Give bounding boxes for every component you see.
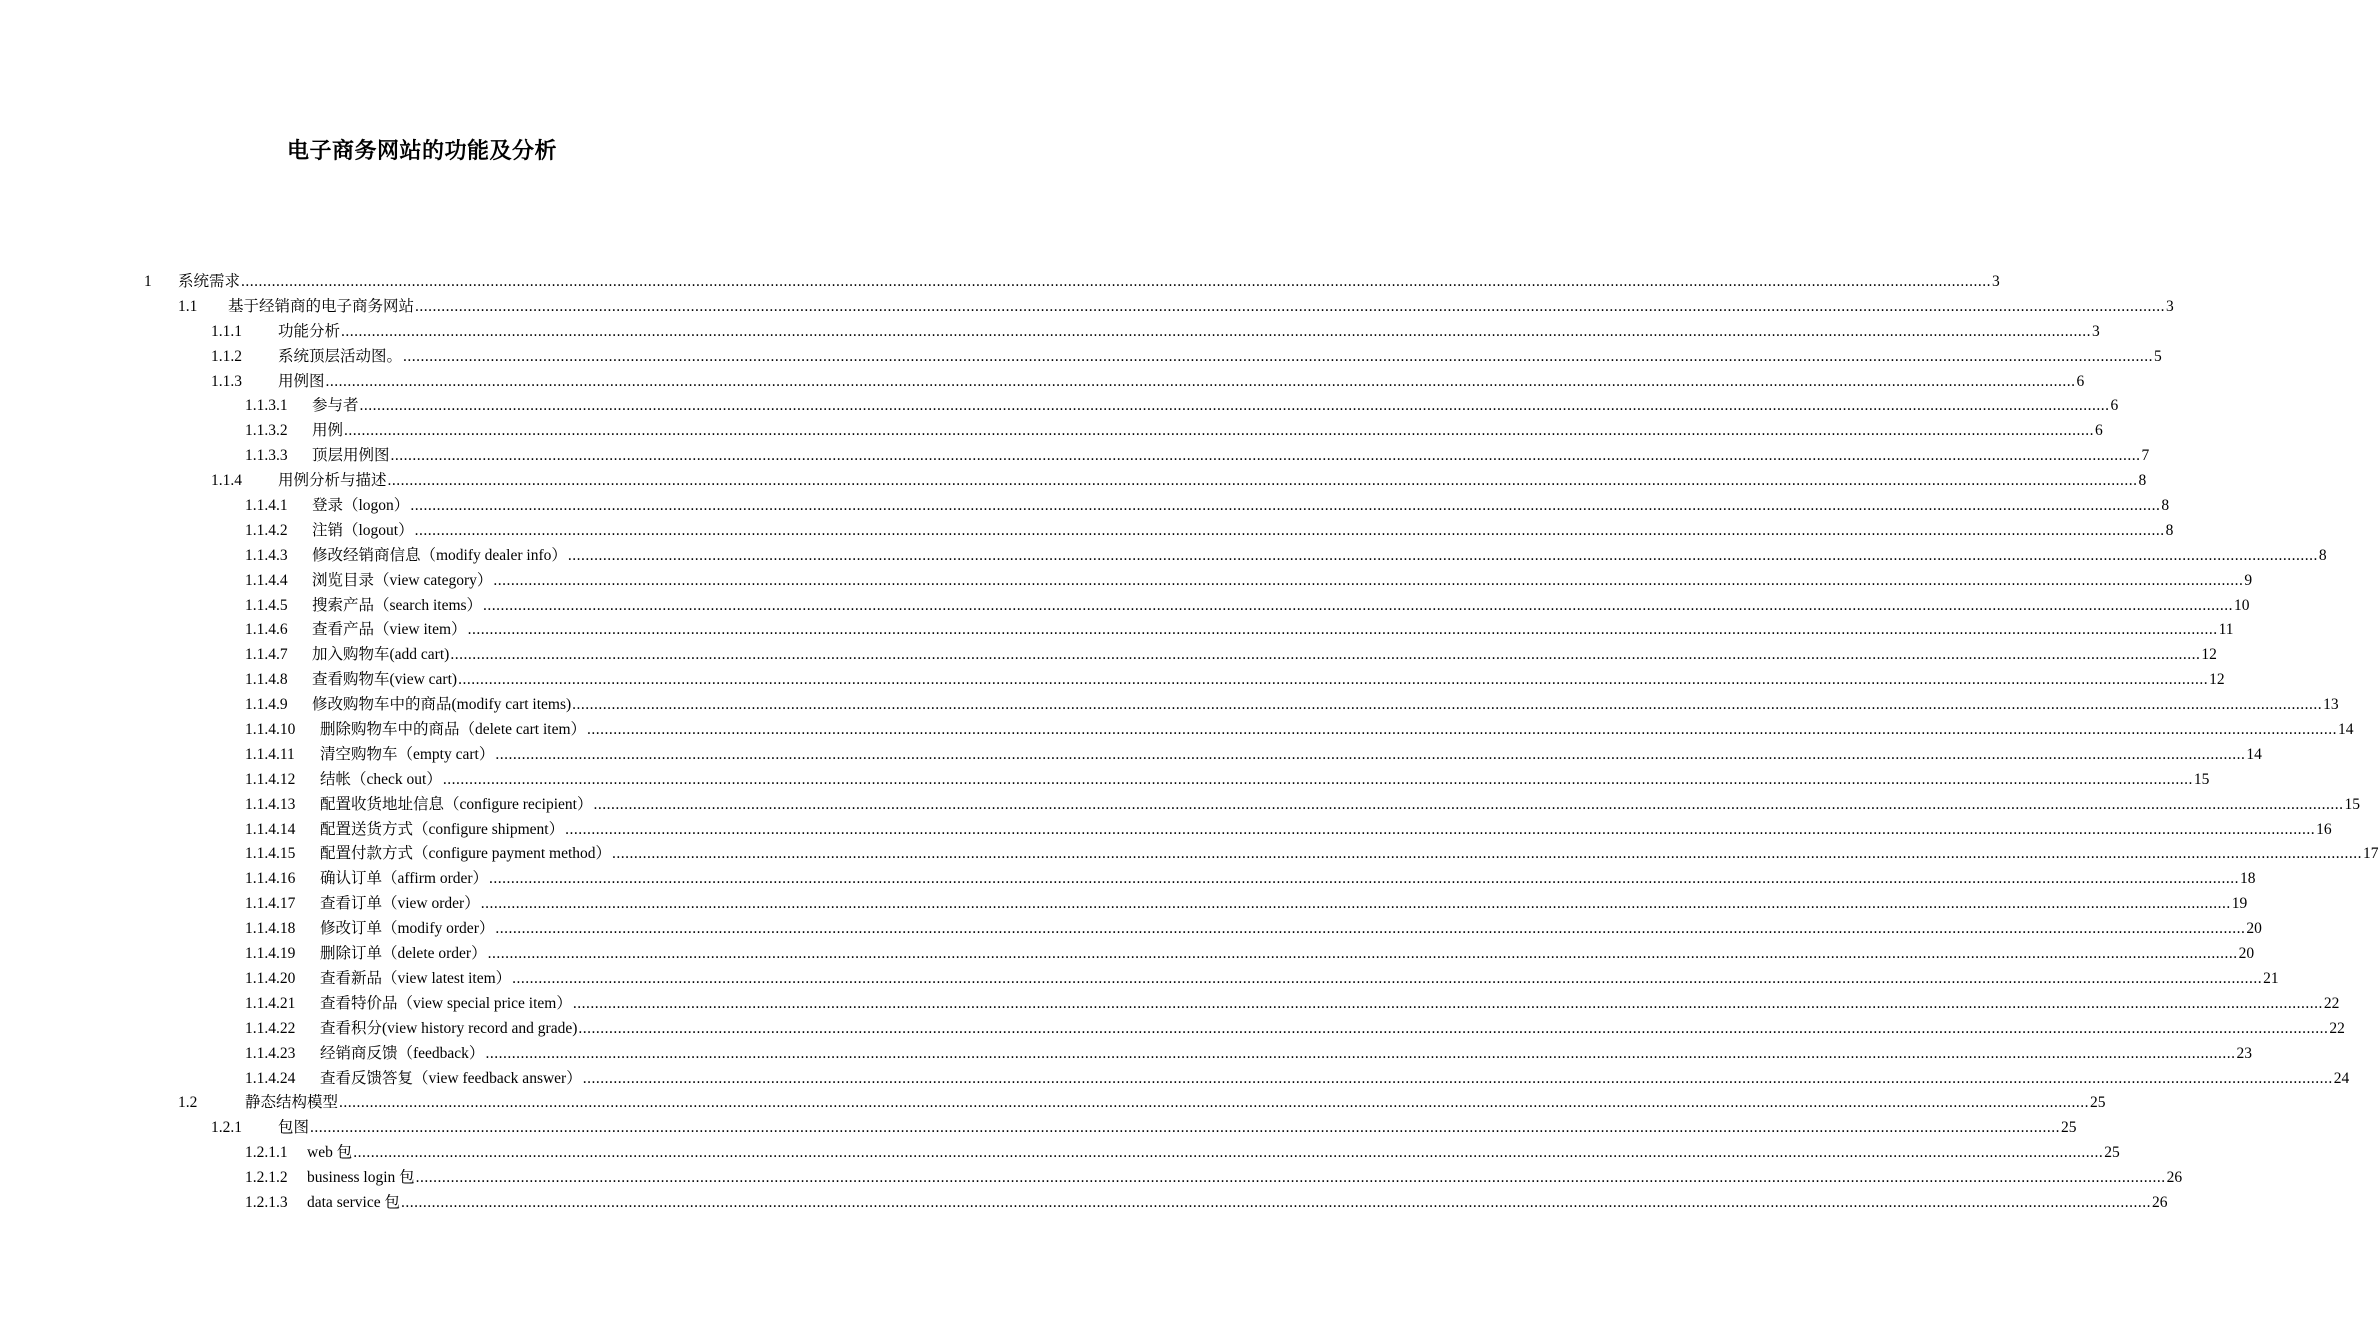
toc-entry-number: 1.1.4.5 bbox=[245, 596, 288, 614]
toc-entry-title: 删除订单（delete order） bbox=[320, 945, 487, 963]
toc-entry[interactable] bbox=[0, 743, 2262, 768]
toc-entry-number: 1.1.4.7 bbox=[245, 646, 288, 664]
toc-entry-page-number: 14 bbox=[2246, 745, 2262, 763]
toc-entry-number: 1.2 bbox=[178, 1094, 198, 1112]
toc-dot-leader: ................................................................................................................................................................................................................................................................................................................................................................................................................ bbox=[578, 1019, 2329, 1037]
toc-entry-number: 1.1.2 bbox=[211, 347, 242, 365]
toc-dot-leader: ................................................................................................................................................................................................................................................................................................................................................................................................................ bbox=[410, 497, 2161, 515]
toc-entry-title: 加入购物车(add cart) bbox=[312, 646, 450, 664]
toc-entry[interactable] bbox=[0, 394, 2119, 419]
toc-entry-title: 功能分析 bbox=[278, 322, 341, 340]
toc-dot-leader: ................................................................................................................................................................................................................................................................................................................................................................................................................ bbox=[489, 870, 2240, 888]
toc-entry[interactable] bbox=[0, 1017, 2345, 1042]
toc-entry[interactable] bbox=[0, 917, 2262, 942]
toc-dot-leader: ................................................................................................................................................................................................................................................................................................................................................................................................................ bbox=[487, 945, 2238, 963]
toc-entry-number: 1.1.4.23 bbox=[245, 1044, 296, 1062]
toc-entry[interactable] bbox=[0, 295, 2174, 320]
toc-entry-number: 1.1.4.4 bbox=[245, 571, 288, 589]
toc-entry-title: 删除购物车中的商品（delete cart item） bbox=[320, 721, 587, 739]
toc-entry-page-number: 23 bbox=[2236, 1044, 2252, 1062]
toc-entry-title: 配置付款方式（configure payment method） bbox=[320, 845, 612, 863]
toc-entry-page-number: 15 bbox=[2193, 770, 2210, 788]
toc-dot-leader: ................................................................................................................................................................................................................................................................................................................................................................................................................ bbox=[612, 845, 2363, 863]
toc-entry-title: 用例分析与描述 bbox=[278, 472, 387, 490]
toc-entry[interactable] bbox=[0, 544, 2327, 569]
toc-entry-page-number: 20 bbox=[2246, 920, 2262, 938]
toc-entry-title: 修改购物车中的商品(modify cart items) bbox=[312, 696, 572, 714]
toc-dot-leader: ................................................................................................................................................................................................................................................................................................................................................................................................................ bbox=[587, 721, 2338, 739]
toc-entry-number: 1.1.3 bbox=[211, 372, 242, 390]
toc-entry-page-number: 9 bbox=[2244, 571, 2253, 589]
toc-dot-leader: ................................................................................................................................................................................................................................................................................................................................................................................................................ bbox=[390, 447, 2141, 465]
toc-entry-title: 基于经销商的电子商务网站 bbox=[228, 297, 415, 315]
toc-dot-leader: ................................................................................................................................................................................................................................................................................................................................................................................................................ bbox=[467, 621, 2218, 639]
toc-entry-number: 1.1.4.20 bbox=[245, 969, 296, 987]
toc-entry-number: 1.1.4.11 bbox=[245, 745, 295, 763]
toc-entry-page-number: 7 bbox=[2141, 447, 2150, 465]
toc-entry-title: 查看积分(view history record and grade) bbox=[320, 1019, 578, 1037]
toc-entry-title: 系统需求 bbox=[178, 273, 241, 290]
toc-entry-page-number: 25 bbox=[2104, 1144, 2120, 1162]
toc-entry-page-number: 26 bbox=[2151, 1193, 2168, 1211]
toc-entry-number: 1.1.4.9 bbox=[245, 696, 288, 714]
toc-dot-leader: ................................................................................................................................................................................................................................................................................................................................................................................................................ bbox=[572, 994, 2323, 1012]
toc-entry-page-number: 6 bbox=[2095, 422, 2103, 440]
toc-entry-title: 参与者 bbox=[312, 397, 359, 415]
toc-dot-leader: ................................................................................................................................................................................................................................................................................................................................................................................................................ bbox=[403, 347, 2154, 365]
toc-entry[interactable] bbox=[0, 618, 2234, 643]
toc-entry-number: 1.2.1.3 bbox=[245, 1193, 288, 1211]
toc-entry-title: 静态结构模型 bbox=[245, 1094, 339, 1112]
toc-dot-leader: ................................................................................................................................................................................................................................................................................................................................................................................................................ bbox=[485, 1044, 2236, 1062]
toc-entry-page-number: 8 bbox=[2165, 521, 2174, 539]
toc-entry-title: 配置收货地址信息（configure recipient） bbox=[320, 795, 593, 813]
toc-entry-page-number: 10 bbox=[2234, 596, 2250, 614]
toc-entry-number: 1.1.3.2 bbox=[245, 422, 288, 440]
toc-dot-leader: ................................................................................................................................................................................................................................................................................................................................................................................................................ bbox=[415, 1169, 2166, 1187]
toc-entry-number: 1.1.4.13 bbox=[245, 795, 296, 813]
toc-dot-leader: ................................................................................................................................................................................................................................................................................................................................................................................................................ bbox=[325, 372, 2076, 390]
toc-entry-title: 查看购物车(view cart) bbox=[312, 671, 458, 689]
toc-entry[interactable] bbox=[0, 768, 2210, 793]
toc-entry-page-number: 19 bbox=[2231, 895, 2248, 913]
toc-entry[interactable] bbox=[0, 419, 2103, 444]
toc-dot-leader: ................................................................................................................................................................................................................................................................................................................................................................................................................ bbox=[483, 596, 2234, 614]
toc-entry-title: 查看反馈答复（view feedback answer） bbox=[320, 1069, 582, 1087]
toc-entry-title: 系统顶层活动图。 bbox=[278, 347, 403, 365]
toc-dot-leader: ................................................................................................................................................................................................................................................................................................................................................................................................................ bbox=[310, 1119, 2061, 1137]
toc-entry[interactable] bbox=[0, 1141, 2120, 1166]
toc-entry-page-number: 22 bbox=[2329, 1019, 2345, 1037]
toc-entry-page-number: 20 bbox=[2238, 945, 2255, 963]
toc-entry-page-number: 21 bbox=[2263, 969, 2279, 987]
toc-entry-page-number: 3 bbox=[1992, 273, 2000, 290]
toc-entry[interactable] bbox=[0, 519, 2174, 544]
toc-entry[interactable] bbox=[0, 345, 2162, 370]
toc-entry-number: 1.1.4.24 bbox=[245, 1069, 296, 1087]
toc-entry-page-number: 24 bbox=[2333, 1069, 2350, 1087]
toc-dot-leader: ................................................................................................................................................................................................................................................................................................................................................................................................................ bbox=[593, 795, 2344, 813]
toc-entry-number: 1.2.1.2 bbox=[245, 1169, 288, 1187]
toc-entry[interactable] bbox=[0, 1067, 2350, 1092]
toc-entry-title: 搜索产品（search items） bbox=[312, 596, 483, 614]
toc-entry-number: 1.1.4.17 bbox=[245, 895, 296, 913]
toc-dot-leader: ................................................................................................................................................................................................................................................................................................................................................................................................................ bbox=[458, 671, 2209, 689]
toc-entry-title: 查看订单（view order） bbox=[320, 895, 480, 913]
toc-dot-leader: ................................................................................................................................................................................................................................................................................................................................................................................................................ bbox=[415, 297, 2166, 315]
toc-entry-number: 1.2.1.1 bbox=[245, 1144, 288, 1162]
toc-entry[interactable] bbox=[0, 370, 2085, 395]
toc-entry[interactable] bbox=[0, 992, 2340, 1017]
toc-entry-number: 1.1.4.15 bbox=[245, 845, 296, 863]
toc-entry-page-number: 5 bbox=[2154, 347, 2162, 365]
toc-entry[interactable] bbox=[0, 270, 2000, 295]
toc-entry-number: 1 bbox=[144, 273, 152, 290]
toc-entry-page-number: 6 bbox=[2076, 372, 2085, 390]
toc-entry[interactable] bbox=[0, 842, 2379, 867]
toc-entry-title: data service 包 bbox=[307, 1193, 400, 1211]
toc-dot-leader: ................................................................................................................................................................................................................................................................................................................................................................................................................ bbox=[339, 1094, 2090, 1112]
toc-entry[interactable] bbox=[0, 1166, 2183, 1191]
toc-dot-leader: ................................................................................................................................................................................................................................................................................................................................................................................................................ bbox=[567, 546, 2318, 564]
toc-entry[interactable] bbox=[0, 942, 2255, 967]
toc-entry[interactable] bbox=[0, 1116, 2077, 1141]
toc-entry[interactable] bbox=[0, 320, 2100, 345]
toc-entry[interactable] bbox=[0, 1091, 2106, 1116]
toc-entry-number: 1.1.4.21 bbox=[245, 994, 296, 1012]
toc-dot-leader: ................................................................................................................................................................................................................................................................................................................................................................................................................ bbox=[512, 969, 2263, 987]
toc-entry-number: 1.1.4.22 bbox=[245, 1019, 296, 1037]
toc-dot-leader: ................................................................................................................................................................................................................................................................................................................................................................................................................ bbox=[572, 696, 2323, 714]
toc-entry-page-number: 26 bbox=[2166, 1169, 2183, 1187]
toc-entry-page-number: 12 bbox=[2209, 671, 2225, 689]
toc-entry-page-number: 16 bbox=[2316, 820, 2332, 838]
toc-entry-title: 浏览目录（view category） bbox=[312, 571, 493, 589]
toc-entry-page-number: 25 bbox=[2061, 1119, 2077, 1137]
toc-entry-page-number: 17 bbox=[2363, 845, 2379, 863]
toc-entry-title: 清空购物车（empty cart） bbox=[320, 745, 495, 763]
toc-entry[interactable] bbox=[0, 793, 2360, 818]
toc-entry-title: 结帐（check out） bbox=[320, 770, 442, 788]
toc-entry-number: 1.1.1 bbox=[211, 322, 242, 340]
toc-dot-leader: ................................................................................................................................................................................................................................................................................................................................................................................................................ bbox=[344, 422, 2095, 440]
toc-entry-page-number: 11 bbox=[2218, 621, 2234, 639]
toc-entry[interactable] bbox=[0, 818, 2332, 843]
toc-entry-number: 1.1.4.3 bbox=[245, 546, 288, 564]
toc-entry[interactable] bbox=[0, 967, 2279, 992]
toc-entry-title: 顶层用例图 bbox=[312, 447, 390, 465]
toc-entry-number: 1.1 bbox=[178, 297, 198, 315]
toc-entry-title: 修改经销商信息（modify dealer info） bbox=[312, 546, 567, 564]
toc-dot-leader: ................................................................................................................................................................................................................................................................................................................................................................................................................ bbox=[450, 646, 2201, 664]
toc-entry-page-number: 18 bbox=[2240, 870, 2256, 888]
toc-entry[interactable] bbox=[0, 1042, 2252, 1067]
document-title: 电子商务网站的功能及分析 bbox=[287, 139, 558, 164]
toc-entry-title: 修改订单（modify order） bbox=[320, 920, 495, 938]
toc-dot-leader: ................................................................................................................................................................................................................................................................................................................................................................................................................ bbox=[341, 322, 2092, 340]
toc-entry[interactable] bbox=[0, 668, 2225, 693]
toc-dot-leader: ................................................................................................................................................................................................................................................................................................................................................................................................................ bbox=[442, 770, 2193, 788]
toc-entry-number: 1.1.4.16 bbox=[245, 870, 296, 888]
toc-entry-title: 包图 bbox=[278, 1119, 310, 1137]
toc-dot-leader: ................................................................................................................................................................................................................................................................................................................................................................................................................ bbox=[480, 895, 2231, 913]
toc-entry-title: web 包 bbox=[307, 1144, 353, 1162]
toc-entry[interactable] bbox=[0, 867, 2256, 892]
toc-dot-leader: ................................................................................................................................................................................................................................................................................................................................................................................................................ bbox=[414, 521, 2165, 539]
toc-entry[interactable] bbox=[0, 718, 2354, 743]
toc-entry-page-number: 3 bbox=[2092, 322, 2100, 340]
toc-dot-leader: ................................................................................................................................................................................................................................................................................................................................................................................................................ bbox=[400, 1193, 2151, 1211]
toc-entry-number: 1.1.3.3 bbox=[245, 447, 288, 465]
toc-dot-leader: ................................................................................................................................................................................................................................................................................................................................................................................................................ bbox=[582, 1069, 2333, 1087]
toc-entry-number: 1.1.4.18 bbox=[245, 920, 296, 938]
toc-entry[interactable] bbox=[0, 892, 2248, 917]
toc-entry-title: 查看产品（view item） bbox=[312, 621, 467, 639]
toc-entry-number: 1.1.4.14 bbox=[245, 820, 296, 838]
toc-entry-number: 1.1.4 bbox=[211, 472, 242, 490]
toc-dot-leader: ................................................................................................................................................................................................................................................................................................................................................................................................................ bbox=[359, 397, 2110, 415]
toc-entry[interactable] bbox=[0, 494, 2170, 519]
toc-entry-page-number: 13 bbox=[2323, 696, 2339, 714]
toc-entry[interactable] bbox=[0, 693, 2339, 718]
toc-entry-number: 1.1.4.12 bbox=[245, 770, 296, 788]
toc-entry-page-number: 22 bbox=[2323, 994, 2340, 1012]
toc-dot-leader: ................................................................................................................................................................................................................................................................................................................................................................................................................ bbox=[387, 472, 2138, 490]
toc-entry-title: 查看新品（view latest item） bbox=[320, 969, 512, 987]
toc-entry-page-number: 14 bbox=[2338, 721, 2354, 739]
toc-entry-page-number: 15 bbox=[2344, 795, 2360, 813]
toc-entry[interactable] bbox=[0, 643, 2217, 668]
toc-entry-title: 查看特价品（view special price item） bbox=[320, 994, 572, 1012]
toc-entry-number: 1.1.4.19 bbox=[245, 945, 296, 963]
toc-entry-number: 1.1.3.1 bbox=[245, 397, 288, 415]
toc-entry-title: 登录（logon） bbox=[312, 497, 410, 515]
toc-dot-leader: ................................................................................................................................................................................................................................................................................................................................................................................................................ bbox=[495, 745, 2246, 763]
table-of-contents bbox=[0, 270, 2379, 1216]
toc-entry-page-number: 8 bbox=[2318, 546, 2327, 564]
toc-entry-number: 1.1.4.6 bbox=[245, 621, 288, 639]
toc-entry[interactable] bbox=[0, 594, 2250, 619]
toc-entry-page-number: 12 bbox=[2201, 646, 2217, 664]
toc-dot-leader: ................................................................................................................................................................................................................................................................................................................................................................................................................ bbox=[493, 571, 2244, 589]
toc-dot-leader: ................................................................................................................................................................................................................................................................................................................................................................................................................ bbox=[353, 1144, 2104, 1162]
toc-entry-title: 用例图 bbox=[278, 372, 325, 390]
toc-entry-page-number: 3 bbox=[2166, 297, 2174, 315]
toc-entry[interactable] bbox=[0, 444, 2150, 469]
toc-entry-number: 1.1.4.8 bbox=[245, 671, 288, 689]
toc-entry-number: 1.1.4.2 bbox=[245, 521, 288, 539]
toc-dot-leader: ................................................................................................................................................................................................................................................................................................................................................................................................................ bbox=[495, 920, 2246, 938]
toc-entry-page-number: 8 bbox=[2138, 472, 2147, 490]
toc-entry-number: 1.1.4.10 bbox=[245, 721, 296, 739]
toc-entry-page-number: 6 bbox=[2110, 397, 2119, 415]
toc-entry[interactable] bbox=[0, 569, 2253, 594]
toc-entry-title: 确认订单（affirm order） bbox=[320, 870, 489, 888]
toc-dot-leader: ................................................................................................................................................................................................................................................................................................................................................................................................................ bbox=[241, 273, 1992, 290]
toc-entry-title: 配置送货方式（configure shipment） bbox=[320, 820, 565, 838]
toc-entry-number: 1.1.4.1 bbox=[245, 497, 288, 515]
toc-dot-leader: ................................................................................................................................................................................................................................................................................................................................................................................................................ bbox=[565, 820, 2316, 838]
toc-entry-page-number: 25 bbox=[2090, 1094, 2106, 1112]
toc-entry-number: 1.2.1 bbox=[211, 1119, 242, 1137]
toc-entry-title: 经销商反馈（feedback） bbox=[320, 1044, 485, 1062]
toc-entry-title: business login 包 bbox=[307, 1169, 415, 1187]
toc-entry-title: 注销（logout） bbox=[312, 521, 414, 539]
toc-entry[interactable] bbox=[0, 469, 2147, 494]
toc-entry-title: 用例 bbox=[312, 422, 344, 440]
toc-entry-page-number: 8 bbox=[2161, 497, 2170, 515]
toc-entry[interactable] bbox=[0, 1191, 2168, 1216]
